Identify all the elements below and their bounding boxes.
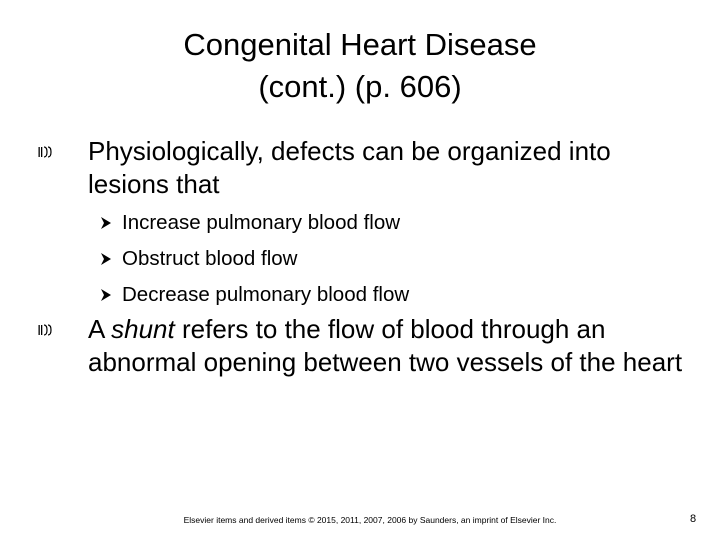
copyright-footer: Elsevier items and derived items © 2015, 2011, 2007, 2006 by Saunders, an imprint of Elsevier Inc. <box>183 515 557 525</box>
bullet-text-suffix: refers to the flow of blood through an abnormal opening between two vessels of the heart <box>88 314 683 377</box>
sub-bullet-text: Increase pulmonary blood flow <box>122 211 401 234</box>
sub-bullet-list <box>100 205 660 313</box>
fancy-bullet-icon <box>38 324 52 336</box>
bullet-item <box>88 135 688 201</box>
page-number: 8 <box>690 513 697 525</box>
arrow-bullet-icon <box>100 216 112 230</box>
slide-title <box>60 24 660 108</box>
fancy-bullet-icon <box>38 146 52 158</box>
title-line-2: (cont.) (p. 606) <box>258 69 462 104</box>
arrow-bullet-icon <box>100 288 112 302</box>
bullet-text: Physiologically, defects can be organized into lesions that <box>88 136 611 199</box>
bullet-emphasis: shunt <box>111 314 175 344</box>
sub-bullet-item <box>100 277 660 313</box>
sub-bullet-text: Decrease pulmonary blood flow <box>122 283 410 306</box>
bullet-text-prefix: A <box>88 314 112 344</box>
title-line-1: Congenital Heart Disease <box>183 27 537 62</box>
bullet-item <box>88 313 688 379</box>
sub-bullet-item <box>100 241 660 277</box>
arrow-bullet-icon <box>100 252 112 266</box>
sub-bullet-text: Obstruct blood flow <box>122 247 298 270</box>
sub-bullet-item <box>100 205 660 241</box>
